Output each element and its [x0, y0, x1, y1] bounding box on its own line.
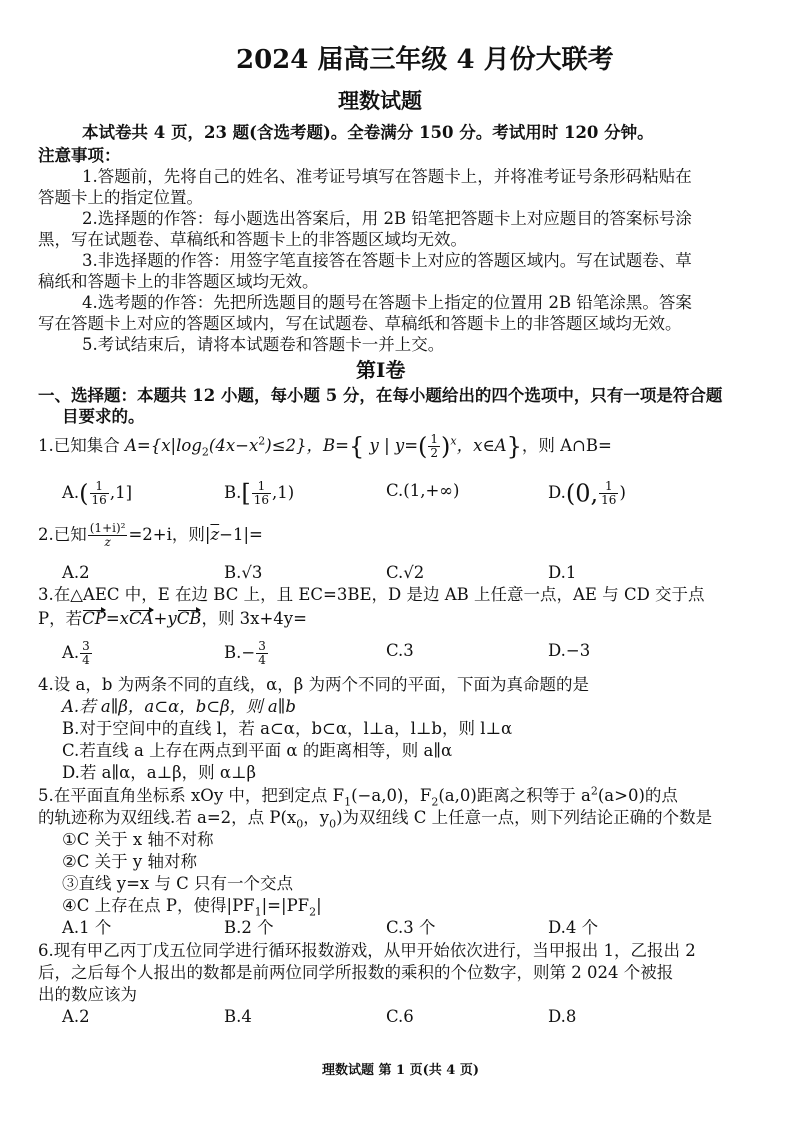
note-1-line-2: 答题卡上的指定位置。 — [38, 188, 203, 207]
section-heading-line-2: 目要求的。 — [62, 407, 145, 426]
vector-arrow: CP — [82, 609, 106, 628]
question-2-option-b: B.√3 — [224, 563, 263, 582]
note-3-line-2: 稿纸和答题卡上的非答题区域均无效。 — [38, 272, 319, 291]
note-4-line-2: 写在答题卡上对应的答题区域内，写在试题卷、草稿纸和答题卡上的非答题区域均无效。 — [38, 314, 682, 333]
question-3-line-2: P，若CP=xCA+yCB，则 3x+4y= — [38, 609, 307, 628]
question-1-option-a: A.( $\frac{1}{16}$ ,1] — [62, 479, 133, 508]
question-6-option-d: D.8 — [548, 1007, 577, 1026]
question-4-option-d: D.若 a∥α，a⊥β，则 α⊥β — [62, 763, 257, 782]
exam-subtitle: 理数试题 — [338, 88, 422, 113]
question-2-option-c: C.√2 — [386, 563, 425, 582]
question-6-line-3: 出的数应该为 — [38, 985, 137, 1004]
note-1-line-1: 1.答题前，先将自己的姓名、准考证号填写在答题卡上，并将准考证号条形码粘贴在 — [82, 167, 692, 186]
question-1-option-c: C.(1,+∞) — [386, 481, 460, 500]
fraction: $\frac{\text{(1+i)²}}{z}$ — [89, 521, 126, 549]
page-footer: 理数试题 第 1 页(共 4 页) — [322, 1063, 480, 1078]
note-3-line-1: 3.非选择题的作答：用签字笔直接答在答题卡上对应的答题区域内。写在试题卷、草 — [82, 251, 692, 270]
vector-arrow: CB — [176, 609, 202, 628]
fraction: $\frac{1}{16}$ — [91, 479, 107, 507]
question-6-option-c: C.6 — [386, 1007, 414, 1026]
question-4-option-a: A.若 a∥β，a⊂α，b⊂β，则 a∥b — [62, 697, 296, 716]
question-1-option-d: D.(0, $\frac{1}{16}$ ) — [548, 479, 626, 508]
question-1-stem: 1.已知集合 $A=\{x|\log_2(4x-x^2)\le 2\}$，B={ y | y=( $\frac{1}{2}$ )$^x$，x∈A}，则 A∩B= — [38, 432, 612, 461]
question-5-option-c: C.3 个 — [386, 918, 436, 937]
fraction: $\frac{1}{16}$ — [601, 479, 617, 507]
question-4-stem: 4.设 a，b 为两条不同的直线，α，β 为两个不同的平面，下面为真命题的是 — [38, 675, 590, 694]
volume-heading: 第Ⅰ卷 — [356, 358, 406, 382]
question-3-option-a: A. $\frac{3}{4}$ — [62, 639, 90, 667]
question-4-option-b: B.对于空间中的直线 l，若 a⊂α，b⊂α，l⊥a，l⊥b，则 l⊥α — [62, 719, 513, 738]
question-5-option-d: D.4 个 — [548, 918, 599, 937]
question-6-option-b: B.4 — [224, 1007, 252, 1026]
note-2-line-2: 黑，写在试题卷、草稿纸和答题卡上的非答题区域均无效。 — [38, 230, 467, 249]
question-4-option-c: C.若直线 a 上存在两点到平面 α 的距离相等，则 a∥α — [62, 741, 453, 760]
note-4-line-1: 4.选考题的作答：先把所选题目的题号在答题卡上指定的位置用 2B 铅笔涂黑。答案 — [82, 293, 692, 312]
question-5-item-1: ①C 关于 x 轴不对称 — [62, 830, 214, 849]
question-5-line-1: 5.在平面直角坐标系 xOy 中，把到定点 $F_1(-a,0)$，$F_2(a,0)$距离之积等于 $a^2(a>0)$的点 — [38, 784, 678, 809]
fraction: $\frac{3}{4}$ — [258, 639, 266, 667]
section-heading-line-1: 一、选择题：本题共 12 小题，每小题 5 分，在每小题给出的四个选项中，只有一项是符合题 — [38, 386, 723, 405]
note-5: 5.考试结束后，请将本试题卷和答题卡一并上交。 — [82, 335, 445, 354]
fraction: $\frac{1}{16}$ — [253, 479, 270, 507]
question-3-option-c: C.3 — [386, 641, 414, 660]
question-5-option-b: B.2 个 — [224, 918, 274, 937]
question-5-line-2: 的轨迹称为双纽线.若 a=2，点 $P(x_0$，$y_0$)为双纽线 C 上任意一点，则下列结论正确的个数是 — [38, 808, 713, 831]
question-3-option-d: D.−3 — [548, 641, 591, 660]
question-5-item-2: ②C 关于 y 轴对称 — [62, 852, 197, 871]
question-5-item-3: ③直线 y=x 与 C 只有一个交点 — [62, 874, 294, 893]
question-2-stem: 2.已知 $\frac{\text{(1+i)²}}{z}$ =2+i，则$|\overline{z}-1|=$ — [38, 521, 263, 549]
vector-arrow: CA — [128, 609, 154, 628]
question-6-option-a: A.2 — [62, 1007, 90, 1026]
exam-intro: 本试卷共 4 页，23 题(含选考题)。全卷满分 150 分。考试用时 120 分钟。 — [82, 123, 654, 142]
fraction: $\frac{3}{4}$ — [82, 639, 90, 667]
notes-heading: 注意事项： — [38, 146, 121, 165]
question-2-option-a: A.2 — [62, 563, 90, 582]
question-6-line-1: 6.现有甲乙丙丁戊五位同学进行循环报数游戏，从甲开始依次进行，当甲报出 1，乙报出 2 — [38, 941, 696, 960]
fraction: $\frac{1}{2}$ — [430, 432, 439, 460]
note-2-line-1: 2.选择题的作答：每小题选出答案后，用 2B 铅笔把答题卡上对应题目的答案标号涂 — [82, 209, 692, 228]
question-2-option-d: D.1 — [548, 563, 577, 582]
question-3-line-1: 3.在△AEC 中，E 在边 BC 上，且 EC=3BE，D 是边 AB 上任意一点，AE 与 CD 交于点 — [38, 585, 705, 604]
question-5-option-a: A.1 个 — [62, 918, 112, 937]
question-6-line-2: 后，之后每个人报出的数都是前两位同学所报数的乘积的个位数字，则第 2 024 个被报 — [38, 963, 674, 982]
question-5-item-4: ④C 上存在点 P，使得$|PF_1|=|PF_2|$ — [62, 896, 322, 919]
question-3-option-b: B.− $\frac{3}{4}$ — [224, 639, 266, 667]
exam-title: 2024 届高三年级 4 月份大联考 — [236, 45, 614, 75]
question-1-option-b: B.[ $\frac{1}{16}$ ,1) — [224, 479, 295, 508]
